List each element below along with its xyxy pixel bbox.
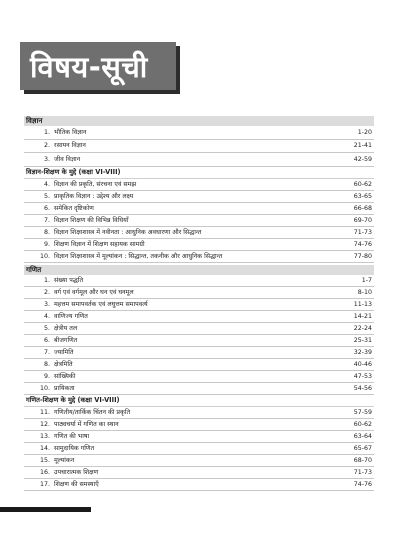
item-pages: 1-20 [357,128,372,136]
item-pages: 63-65 [353,192,372,200]
item-title: गणित की भाषा [54,432,90,440]
item-number: 9. [43,372,50,380]
item-pages: 54-56 [353,384,372,392]
item-pages: 68-70 [353,456,372,464]
toc-row[interactable] [24,323,374,335]
decorative-bar [0,507,91,512]
item-number: 7. [43,216,50,224]
section-heading-science-teaching: विज्ञान-शिक्षण के मुद्दे (कक्षा VI-VIII) [24,167,374,179]
item-number: 11. [39,408,50,416]
item-number: 3. [43,300,50,308]
item-number: 10. [39,384,50,392]
item-pages: 25-31 [353,336,372,344]
item-number: 8. [43,360,50,368]
item-title: समेकित दृष्टिकोण [54,204,94,212]
item-number: 4. [43,312,50,320]
toc-row[interactable] [24,335,374,347]
item-pages: 77-80 [353,252,372,260]
item-title: वर्ग एवं वर्गमूल और घन एवं घनमूल [54,288,134,296]
item-number: 10. [39,252,50,260]
item-pages: 74-76 [353,240,372,248]
item-title: जीव विज्ञान [54,155,81,163]
item-title: प्रायिकता [54,384,75,392]
toc-row[interactable] [24,455,374,467]
item-number: 4. [43,180,50,188]
item-number: 17. [39,480,50,488]
item-number: 7. [43,348,50,356]
toc-row[interactable] [24,191,374,203]
section-heading-math: गणित [24,265,374,275]
item-pages: 47-53 [353,372,372,380]
item-pages: 40-46 [353,360,372,368]
item-number: 15. [39,456,50,464]
toc-row[interactable] [24,407,374,419]
toc-row[interactable] [24,383,374,395]
page-title: विषय-सूची [20,42,176,90]
section-heading-math-teaching: गणित-शिक्षण के मुद्दे (कक्षा VI-VIII) [24,395,374,407]
item-number: 5. [43,192,50,200]
item-number: 2. [43,142,50,150]
toc-row[interactable] [24,419,374,431]
science-list [24,126,374,167]
toc-row[interactable] [24,431,374,443]
toc-row[interactable] [24,479,374,491]
item-title: संख्या पद्धति [54,276,84,284]
toc-row[interactable] [24,311,374,323]
item-title: विज्ञान शिक्षण की विभिन्न विधियाँ [54,216,129,224]
item-number: 16. [39,468,50,476]
toc-row[interactable] [24,287,374,299]
toc-row[interactable] [24,179,374,191]
toc-row[interactable] [24,140,374,154]
toc-row[interactable] [24,347,374,359]
item-title: विज्ञान शिक्षाशास्त्र में नवीनता : आधुनिक अवधारणा और सिद्धान्त [54,228,202,236]
item-pages: 65-67 [353,444,372,452]
toc-row[interactable] [24,227,374,239]
item-title: रसायन विज्ञान [54,142,86,150]
item-title: पाठ्यचर्या में गणित का स्थान [54,420,119,428]
toc-row[interactable] [24,153,374,167]
toc-row[interactable] [24,299,374,311]
item-pages: 14-21 [353,312,372,320]
item-pages: 71-73 [353,468,372,476]
toc-row[interactable] [24,126,374,140]
item-number: 1. [43,128,50,136]
item-number: 6. [43,336,50,344]
item-title: प्राकृतिक विज्ञान : उद्देश्य और लक्ष्य [54,192,134,200]
item-title: सांख्यिकी [54,372,76,380]
item-number: 9. [43,240,50,248]
item-pages: 22-24 [353,324,372,332]
item-title: बीजगणित [54,336,78,344]
math-list [24,275,374,395]
item-title: क्षेत्रमिति [54,360,73,368]
item-number: 2. [43,288,50,296]
item-number: 13. [39,432,50,440]
item-title: भौतिक विज्ञान [54,128,87,136]
item-title: उपचारात्मक शिक्षण [54,468,99,476]
item-title: ज्यामिति [54,348,74,356]
toc-row[interactable] [24,275,374,287]
table-of-contents [24,114,374,491]
item-pages: 66-68 [353,204,372,212]
item-number: 3. [43,155,50,163]
toc-row[interactable] [24,203,374,215]
item-pages: 11-13 [353,300,372,308]
item-title: विज्ञान की प्रकृति, संरचना एवं समझ [54,180,137,188]
item-pages: 60-62 [353,420,372,428]
item-title: विज्ञान शिक्षाशास्त्र में मूल्यांकन : सिद्धान्त, तकनीक और आधुनिक सिद्धान्त [54,252,223,260]
item-pages: 71-73 [353,228,372,236]
toc-row[interactable] [24,359,374,371]
toc-row[interactable] [24,371,374,383]
item-pages: 63-64 [353,432,372,440]
item-title: शिक्षण विज्ञान में शिक्षण सहायक सामग्री [54,240,145,248]
item-title: वाणिज्य गणित [54,312,88,320]
item-number: 14. [39,444,50,452]
toc-row[interactable] [24,251,374,263]
item-title: सामुदायिक गणित [54,444,95,452]
item-pages: 69-70 [353,216,372,224]
toc-row[interactable] [24,239,374,251]
item-pages: 42-59 [353,155,372,163]
item-pages: 1-7 [361,276,372,284]
item-number: 6. [43,204,50,212]
math-teaching-list [24,407,374,491]
item-number: 5. [43,324,50,332]
item-number: 12. [39,420,50,428]
item-pages: 60-62 [353,180,372,188]
item-title: शिक्षण की समस्याएँ [54,480,99,488]
toc-row[interactable] [24,443,374,455]
item-pages: 32-39 [353,348,372,356]
item-title: क्षेत्रीय तल [54,324,78,332]
item-pages: 57-59 [353,408,372,416]
toc-row[interactable] [24,215,374,227]
section-heading-science: विज्ञान [24,116,374,126]
item-title: महत्तम समापवर्तक एवं लघुत्तम समापवर्त्य [54,300,148,308]
item-pages: 21-41 [353,142,372,150]
item-pages: 74-76 [353,480,372,488]
item-title: गणितीय/तार्किक चिंतन की प्रकृति [54,408,131,416]
item-title: मूल्यांकन [54,456,75,464]
item-number: 1. [43,276,50,284]
toc-row[interactable] [24,467,374,479]
item-pages: 8-10 [357,288,372,296]
item-number: 8. [43,228,50,236]
science-teaching-list [24,179,374,263]
